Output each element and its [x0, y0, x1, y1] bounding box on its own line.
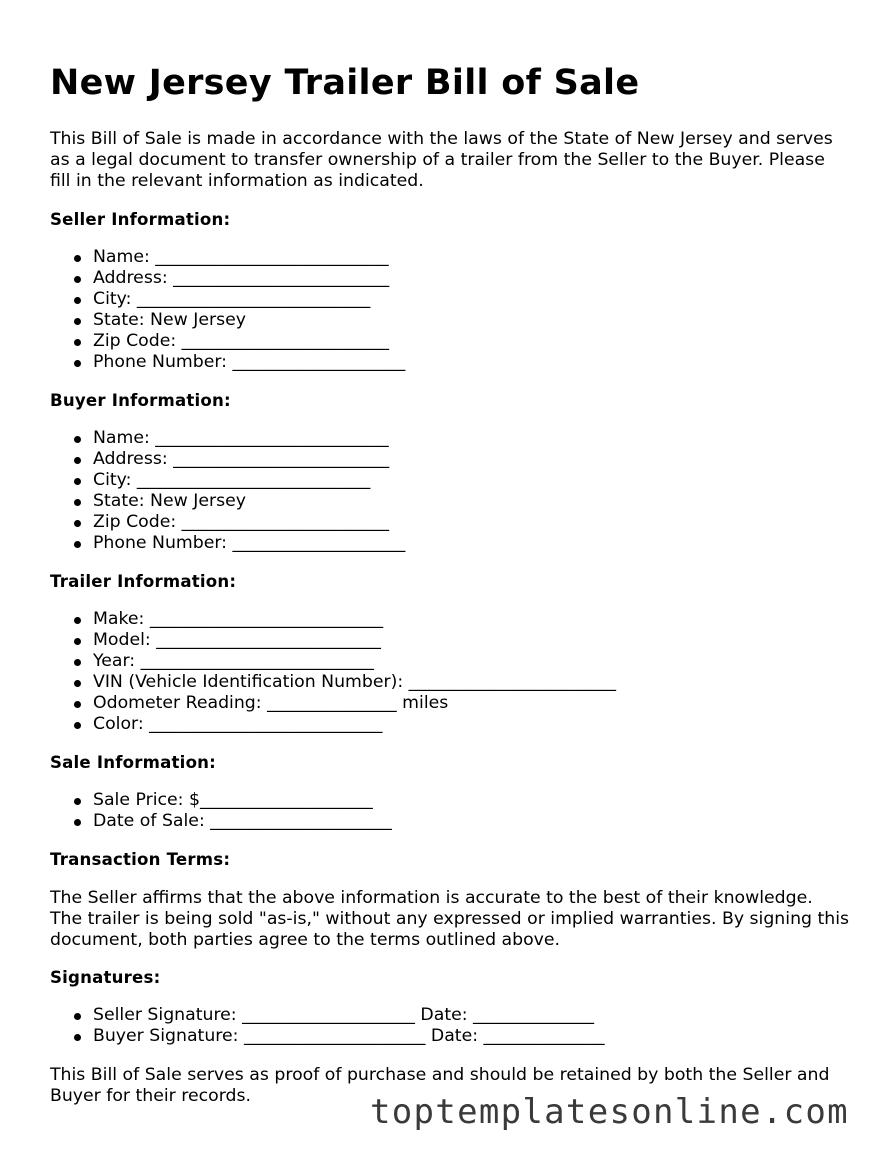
sale-list	[50, 790, 392, 832]
terms-paragraph: The Seller affirms that the above information is accurate to the best of their knowledge. The trailer is being sold "as-is," without any expressed or implied warranties. By signing this document, both parties agree to the terms outlined above.	[50, 888, 850, 950]
watermark-text: toptemplatesonline.com	[370, 1092, 849, 1132]
trailer-model-field: Model: __________________________	[50, 630, 616, 651]
buyer-zip-field: Zip Code: ________________________	[50, 512, 405, 533]
seller-signature-field: Seller Signature: ____________________ Date: ______________	[50, 1005, 604, 1026]
seller-zip-field: Zip Code: ________________________	[50, 331, 405, 352]
seller-section	[50, 209, 850, 372]
buyer-list	[50, 428, 405, 554]
seller-name-field: Name: ___________________________	[50, 247, 405, 268]
seller-phone-field: Phone Number: ____________________	[50, 352, 405, 373]
trailer-section	[50, 571, 850, 734]
sale-date-field: Date of Sale: _____________________	[50, 811, 392, 832]
trailer-color-field: Color: ___________________________	[50, 714, 616, 735]
sale-section	[50, 752, 850, 831]
buyer-phone-field: Phone Number: ____________________	[50, 533, 405, 554]
seller-list	[50, 247, 405, 373]
buyer-name-field: Name: ___________________________	[50, 428, 405, 449]
seller-city-field: City: ___________________________	[50, 289, 405, 310]
signatures-section	[50, 967, 850, 1046]
buyer-city-field: City: ___________________________	[50, 470, 405, 491]
trailer-vin-field: VIN (Vehicle Identification Number): ________________________	[50, 672, 616, 693]
sale-heading: Sale Information:	[50, 753, 217, 772]
buyer-state-field: State: New Jersey	[50, 491, 405, 512]
signatures-heading: Signatures:	[50, 968, 161, 987]
trailer-year-field: Year: ___________________________	[50, 651, 616, 672]
terms-heading: Transaction Terms:	[50, 850, 231, 869]
buyer-section	[50, 390, 850, 553]
signatures-list	[50, 1005, 604, 1047]
trailer-make-field: Make: ___________________________	[50, 609, 616, 630]
buyer-address-field: Address: _________________________	[50, 449, 405, 470]
closing-paragraph: This Bill of Sale serves as proof of purchase and should be retained by both the Seller and Buyer for their records.	[50, 1065, 830, 1106]
page-title: New Jersey Trailer Bill of Sale	[50, 63, 640, 103]
seller-state-field: State: New Jersey	[50, 310, 405, 331]
sale-price-field: Sale Price: $____________________	[50, 790, 392, 811]
terms-section	[50, 849, 850, 870]
seller-address-field: Address: _________________________	[50, 268, 405, 289]
seller-heading: Seller Information:	[50, 210, 231, 229]
buyer-signature-field: Buyer Signature: _____________________ Date: ______________	[50, 1026, 604, 1047]
trailer-odometer-field: Odometer Reading: _______________ miles	[50, 693, 616, 714]
trailer-heading: Trailer Information:	[50, 572, 237, 591]
trailer-list	[50, 609, 616, 735]
intro-paragraph: This Bill of Sale is made in accordance with the laws of the State of New Jersey and serves as a legal document to transfer ownership of a trailer from the Seller to the Buyer. Please fill in the relevant information as indicated.	[50, 129, 833, 191]
buyer-heading: Buyer Information:	[50, 391, 231, 410]
